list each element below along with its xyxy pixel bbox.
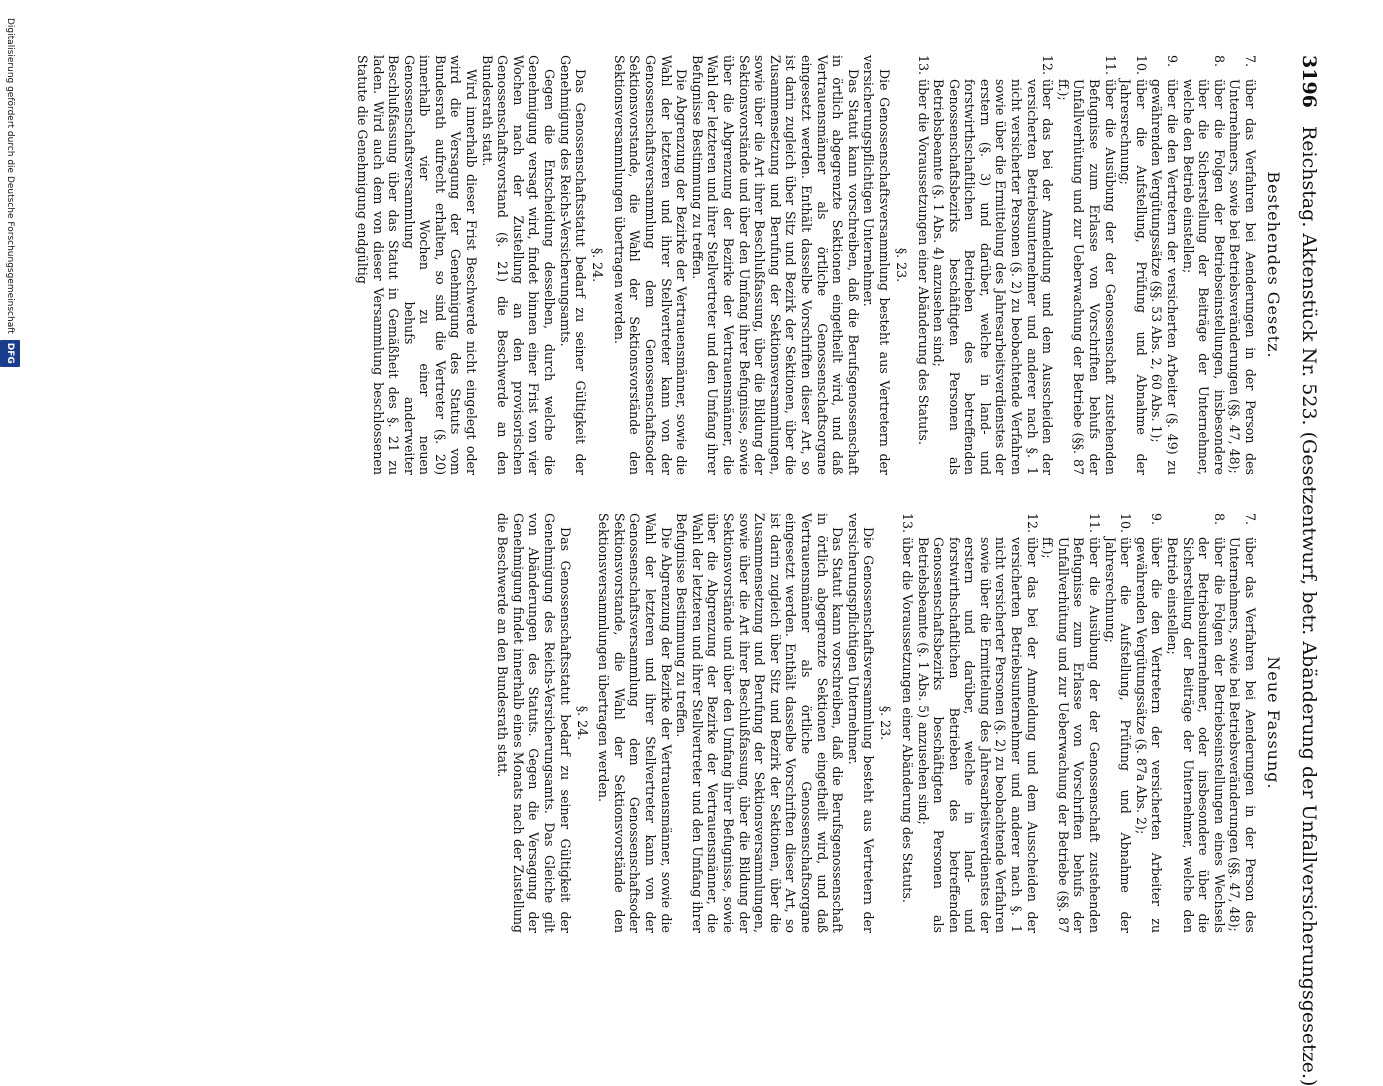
paragraph: Die Abgrenzung der Bezirke der Vertrauensmänner, sowie die Wahl der letzteren und ihrer Stellvertreter kann von der Genossenschaftsversammlung dem Genossenschaftsoder Sektionsvorstande, die Wahl der Sektionsvorstände den Sektionsversammlungen übertragen werden. — [596, 513, 674, 933]
list-item: 13.über die Voraussetzungen einer Abänderung des Statuts. — [915, 55, 931, 445]
list-item: 11.über die Ausübung der der Genossenschaft zustehenden Befugnisse zum Erlasse von Vorschriften behufs der Unfallverhütung und zur Ueberwachung der Betriebe (§§. 87 ff.); — [1055, 55, 1118, 475]
paragraph: Das Genossenschaftsstatut bedarf zu seiner Gültigkeit der Genehmigung des Reichs-Versicherungsamts. — [557, 55, 589, 475]
column-existing-law — [354, 55, 1283, 475]
list-item: 8.über die Folgen der Betriebseinstellungen, insbesondere über die Sicherstellung der Beiträge der Unternehmer, welche den Betrieb einstellen; — [1180, 55, 1227, 475]
list-item: 8.über die Folgen der Betriebseinstellungen eines Wechsels der Betriebsunternehmer, oder insbesondere über die Sicherstellung der Beiträge der Unternehmer, welche den Betrieb einstellen; — [1165, 513, 1227, 933]
list-item: 12.über das bei der Anmeldung und dem Ausscheiden der versicherten Betriebsunternehmer und anderer nach §. 1 nicht versicherter Personen (§. 2) zu beobachtende Verfahren sowie über die Ermittelung des Jahresarbeitsverdienstes der erstern und darüber, welche in land- und forstwirthschaftlichen Betrieben des betreffenden Genossenschaftsbezirks beschäftigten Personen als Betriebsbeamte (§. 1 Abs. 5) anzusehen sind; — [915, 513, 1040, 933]
paragraph: Das Statut kann vorschreiben, daß die Berufsgenossenschaft in örtlich abgegrenzte Sektionen eingetheilt wird, und daß Vertrauensmänner als örtliche Genossenschaftsorgane eingesetzt werden. Enthält dasselbe Vorschriften dieser Art, so ist darin zugleich über Sitz und Bezirk der Sektionen, über die Zusammensetzung und Berufung der Sektionsversammlungen, sowie über die Art ihrer Beschlußfassung, über die Bildung der Sektionsvorstände und über den Umfang ihrer Befugnisse, sowie über die Abgrenzung der Bezirke der Vertrauensmänner, die Wahl der letzteren und ihrer Stellvertreter und den Umfang ihrer Befugnisse Bestimmung zu treffen. — [674, 513, 846, 933]
section-heading: §. 23. — [893, 247, 909, 283]
paragraph: Wird innerhalb dieser Frist Beschwerde nicht eingelegt oder wird die Versagung der Genehmigung des Statuts vom Bundesrath aufrecht erhalten, so sind die Vertreter (§. 20) innerhalb vier Wochen zu einer neuen Genossenschaftsversammlung behufs anderweiter Beschlußfassung über das Statut in Gemäßheit des §. 21 zu laden. Wird auch dem von dieser Versammlung beschlossenen Statute die Genehmigung endgültig — [354, 55, 480, 475]
header-title: Reichstag. Aktenstück Nr. 523. (Gesetzentwurf, betr. Abänderung der Unfallversicherungsgesetze.) — [1298, 125, 1320, 1086]
list-item: 9.über die den Vertretern der versicherten Arbeiter (§. 49) zu gewährenden Vergütungssätze (§§. 53 Abs. 2, 60 Abs. 1); — [1149, 55, 1181, 475]
paragraph: Die Genossenschaftsversammlung besteht aus Vertretern der versicherungspflichtigen Unternehmer. — [861, 55, 892, 475]
list-item: 7.über das Verfahren bei Aenderungen in der Person des Unternehmers, sowie bei Betriebsveränderungen (§§. 47, 48); — [1227, 513, 1258, 933]
credit-text: Digitalisierung gefördert durch die Deutsche Forschungsgemeinschaft — [5, 18, 15, 334]
paragraph: Die Genossenschaftsversammlung besteht aus Vertretern der versicherungspflichtigen Unternehmer. — [845, 513, 877, 933]
running-header — [1295, 55, 1323, 1086]
column-title: Neue Fassung. — [1264, 656, 1283, 790]
list-item: 7.über das Verfahren bei Aenderungen in der Person des Unternehmers, sowie bei Betriebsveränderungen (§§. 47, 48); — [1227, 55, 1258, 475]
list-item: 10.über die Aufstellung, Prüfung und Abnahme der Jahresrechnung; — [1102, 513, 1134, 933]
section-heading: §. 24. — [590, 247, 606, 283]
column-title: Bestehendes Gesetz. — [1264, 171, 1283, 359]
page-number: 3196 — [1298, 55, 1320, 108]
list-item: 9.über die den Vertretern der versicherten Arbeiter zu gewährenden Vergütungssätze (§. 87a Abs. 2); — [1133, 513, 1165, 933]
paragraph: Die Abgrenzung der Bezirke der Vertrauensmänner, sowie die Wahl der letzteren und ihrer Stellvertreter kann von der Genossenschaftsversammlung dem Genossenschaftsoder Sektionsvorstande, die Wahl der Sektionsvorstände den Sektionsversammlungen übertragen werden. — [611, 55, 690, 475]
paragraph: Gegen die Entscheidung desselben, durch welche die Genehmigung versagt wird, findet binnen einer Frist von vier Wochen nach der Zustellung an den provisorischen Genossenschaftsvorstand (§. 21) die Beschwerde an den Bundesrath statt. — [479, 55, 558, 475]
list-item: 11.über die Ausübung der der Genossenschaft zustehenden Befugnisse zum Erlasse von Vorschriften behufs der Unfallverhütung und zur Ueberwachung der Betriebe (§§. 87 ff.); — [1040, 513, 1103, 933]
list-item: 13.über die Voraussetzungen einer Abänderung des Statuts. — [899, 513, 915, 903]
column-new-version — [495, 513, 1283, 933]
digitization-credit — [0, 0, 20, 1000]
document-page — [93, 55, 1323, 1086]
list-item: 10.über die Aufstellung, Prüfung und Abnahme der Jahresrechnung; — [1118, 55, 1149, 475]
item-list — [915, 55, 1258, 475]
list-item: 12.über das bei der Anmeldung und dem Ausscheiden der versicherten Betriebsunternehmer und anderer nach §. 1 nicht versicherter Personen (§. 2) zu beobachtende Verfahren sowie über die Ermittelung des Jahresarbeitsverdienstes der erstern (§. 3) und darüber, welche in land- und forstwirthschaftlichen Betrieben des betreffenden Genossenschaftsbezirks beschäftigten Personen als Betriebsbeamte (§. 1 Abs. 4) anzusehen sind; — [931, 55, 1056, 475]
section-heading: §. 23. — [878, 705, 894, 741]
dfg-logo: DFG — [0, 340, 20, 367]
paragraph: Das Statut kann vorschreiben, daß die Berufsgenossenschaft in örtlich abgegrenzte Sektionen eingetheilt wird, und daß Vertrauensmänner als örtliche Genossenschaftsorgane eingesetzt werden. Enthält dasselbe Vorschriften dieser Art, so ist darin zugleich über Sitz und Bezirk der Sektionen, über die Zusammensetzung und Berufung der Sektionsversammlungen, sowie über die Art ihrer Beschlußfassung, über die Bildung der Sektionsvorstände und über den Umfang ihrer Befugnisse, sowie über die Abgrenzung der Bezirke der Vertrauensmänner, die Wahl der letzteren und ihrer Stellvertreter und den Umfang ihrer Befugnisse Bestimmung zu treffen. — [689, 55, 861, 475]
item-list — [899, 513, 1258, 933]
paragraph: Das Genossenschaftsstatut bedarf zu seiner Gültigkeit der Genehmigung des Reichs-Versicherungsamts. Das Gleiche gilt von Abänderungen des Statuts. Gegen die Versagung der Genehmigung findet innerhalb eines Monats nach der Zustellung die Beschwerde an den Bundesrath statt. — [495, 513, 573, 933]
section-heading: §. 24. — [574, 705, 590, 741]
